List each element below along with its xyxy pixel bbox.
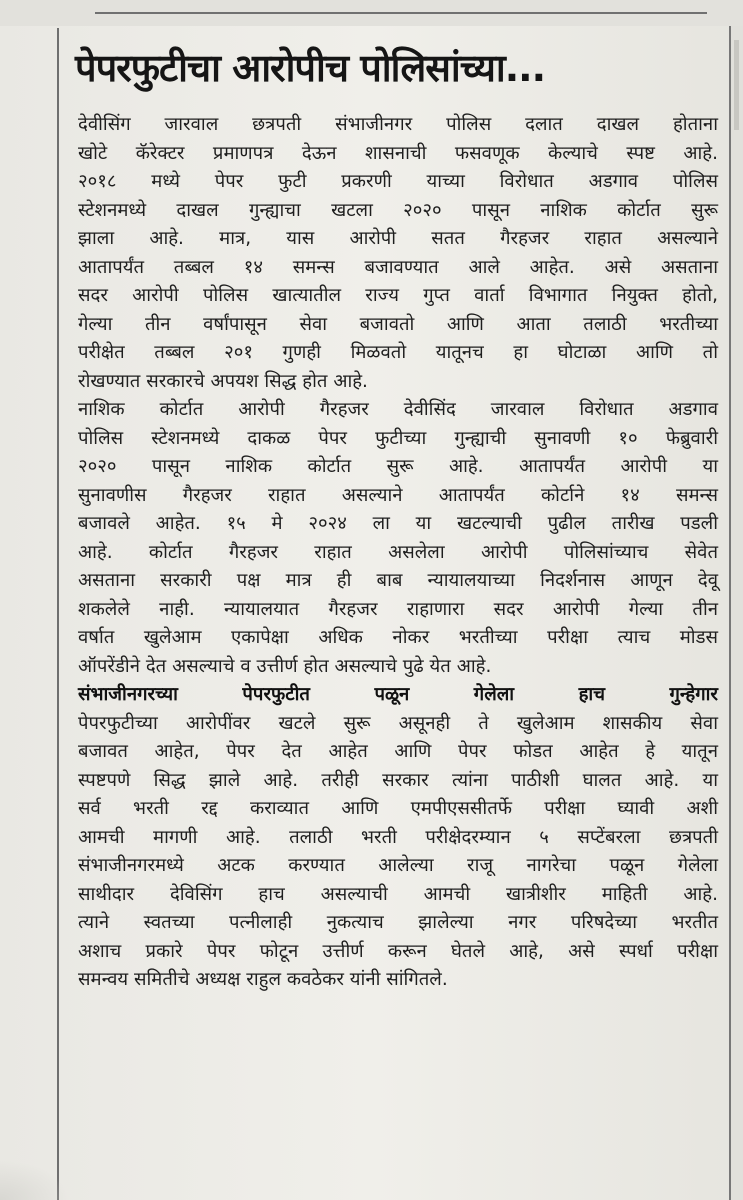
article-line: देवीसिंग जारवाल छत्रपती संभाजीनगर पोलिस दलात दाखल होताना bbox=[78, 114, 718, 135]
right-column-mark bbox=[734, 40, 739, 130]
article-line: असताना सरकारी पक्ष मात्र ही बाब न्यायालयाच्या निदर्शनास आणून देवू bbox=[78, 570, 718, 591]
article-line: पेपरफुटीच्या आरोपींवर खटले सुरू असूनही ते खुलेआम शासकीय सेवा bbox=[78, 712, 718, 734]
article-line: स्पष्टपणे सिद्ध झाले आहे. तरीही सरकार त्यांना पाठीशी घालत आहे. या bbox=[78, 769, 718, 791]
left-column-rule bbox=[57, 28, 59, 1200]
article-line: शकलेले नाही. न्यायालयात गैरहजर राहाणारा सदर आरोपी गेल्या तीन bbox=[78, 598, 718, 620]
article-line: बजावत आहेत, पेपर देत आहेत आणि पेपर फोडत आहेत हे यातून bbox=[78, 741, 718, 762]
article-line: खोटे कॅरेक्टर प्रमाणपत्र देऊन शासनाची फसवणूक केल्याचे स्पष्ट आहे. bbox=[78, 142, 718, 164]
article-line: रोखण्यात सरकारचे अपयश सिद्ध होत आहे. bbox=[78, 370, 368, 392]
article-line: अशाच प्रकारे पेपर फोटून उत्तीर्ण करून घेतले आहे, असे स्पर्धा परीक्षा bbox=[78, 940, 718, 962]
article-line: संभाजीनगरमध्ये अटक करण्यात आलेल्या राजू नागरेचा पळून गेलेला bbox=[78, 855, 718, 876]
article-line: सुनावणीस गैरहजर राहात असल्याने आतापर्यंत कोर्टाने १४ समन्स bbox=[78, 484, 718, 506]
top-column-rule bbox=[95, 12, 707, 14]
article-line: सदर आरोपी पोलिस खात्यातील राज्य गुप्त वार्ता विभागात नियुक्त होतो, bbox=[78, 285, 718, 306]
article-line: आतापर्यंत तब्बल १४ समन्स बजावण्यात आले आहेत. असे असताना bbox=[78, 256, 718, 278]
article-line: पोलिस स्टेशनमध्ये दाकळ पेपर फुटीच्या गुन्ह्याची सुनावणी १० फेब्रुवारी bbox=[78, 427, 718, 449]
article-line: वर्षात खुलेआम एकापेक्षा अधिक नोकर भरतीच्या परीक्षा त्याच मोडस bbox=[78, 627, 718, 648]
article-line: सर्व भरती रद्द कराव्यात आणि एमपीएससीतर्फे परीक्षा घ्यावी अशी bbox=[78, 798, 718, 819]
article-line: झाला आहे. मात्र, यास आरोपी सतत गैरहजर राहात असल्याने bbox=[78, 228, 718, 249]
article-line: परीक्षेत तब्बल २०१ गुणही मिळवतो यातूनच हा घोटाळा आणि तो bbox=[78, 342, 718, 363]
article-line: गेल्या तीन वर्षांपासून सेवा बजावतो आणि आता तलाठी भरतीच्या bbox=[78, 313, 718, 335]
article-line: २०१८ मध्ये पेपर फुटी प्रकरणी याच्या विरोधात अडगाव पोलिस bbox=[78, 171, 718, 192]
article-line: स्टेशनमध्ये दाखल गुन्ह्याचा खटला २०२० पासून नाशिक कोर्टात सुरू bbox=[78, 199, 718, 221]
article-line: त्याने स्वतच्या पत्नीलाही नुकत्याच झालेल्या नगर परिषदेच्या भरतीत bbox=[78, 912, 718, 933]
article-line: आमची मागणी आहे. तलाठी भरती परीक्षेदरम्यान ५ सप्टेंबरला छत्रपती bbox=[78, 826, 718, 848]
article-line: ऑपरेंडीने देत असल्याचे व उत्तीर्ण होत असल्याचे पुढे येत आहे. bbox=[78, 655, 492, 677]
article-line: बजावले आहेत. १५ मे २०२४ ला या खटल्याची पुढील तारीख पडली bbox=[78, 513, 718, 534]
corner-shadow bbox=[0, 1160, 70, 1200]
article-line: साथीदार देविसिंग हाच असल्याची आमची खात्रीशीर माहिती आहे. bbox=[78, 883, 718, 905]
article-line: २०२० पासून नाशिक कोर्टात सुरू आहे. आतापर्यंत आरोपी या bbox=[78, 456, 718, 477]
right-column-edge bbox=[729, 26, 743, 1200]
article-subheading: संभाजीनगरच्या पेपरफुटीत पळून गेलेला हाच गुन्हेगार bbox=[78, 684, 718, 705]
article-body bbox=[78, 111, 718, 995]
article-line: आहे. कोर्टात गैरहजर राहात असलेला आरोपी पोलिसांच्याच सेवेत bbox=[78, 541, 718, 563]
article-headline: पेपरफुटीचा आरोपीच पोलिसांच्या... bbox=[75, 46, 546, 90]
article-line: नाशिक कोर्टात आरोपी गैरहजर देवीसिंद जारवाल विरोधात अडगाव bbox=[78, 399, 718, 420]
article-line: समन्वय समितीचे अध्यक्ष राहुल कवठेकर यांनी सांगितले. bbox=[78, 969, 448, 990]
